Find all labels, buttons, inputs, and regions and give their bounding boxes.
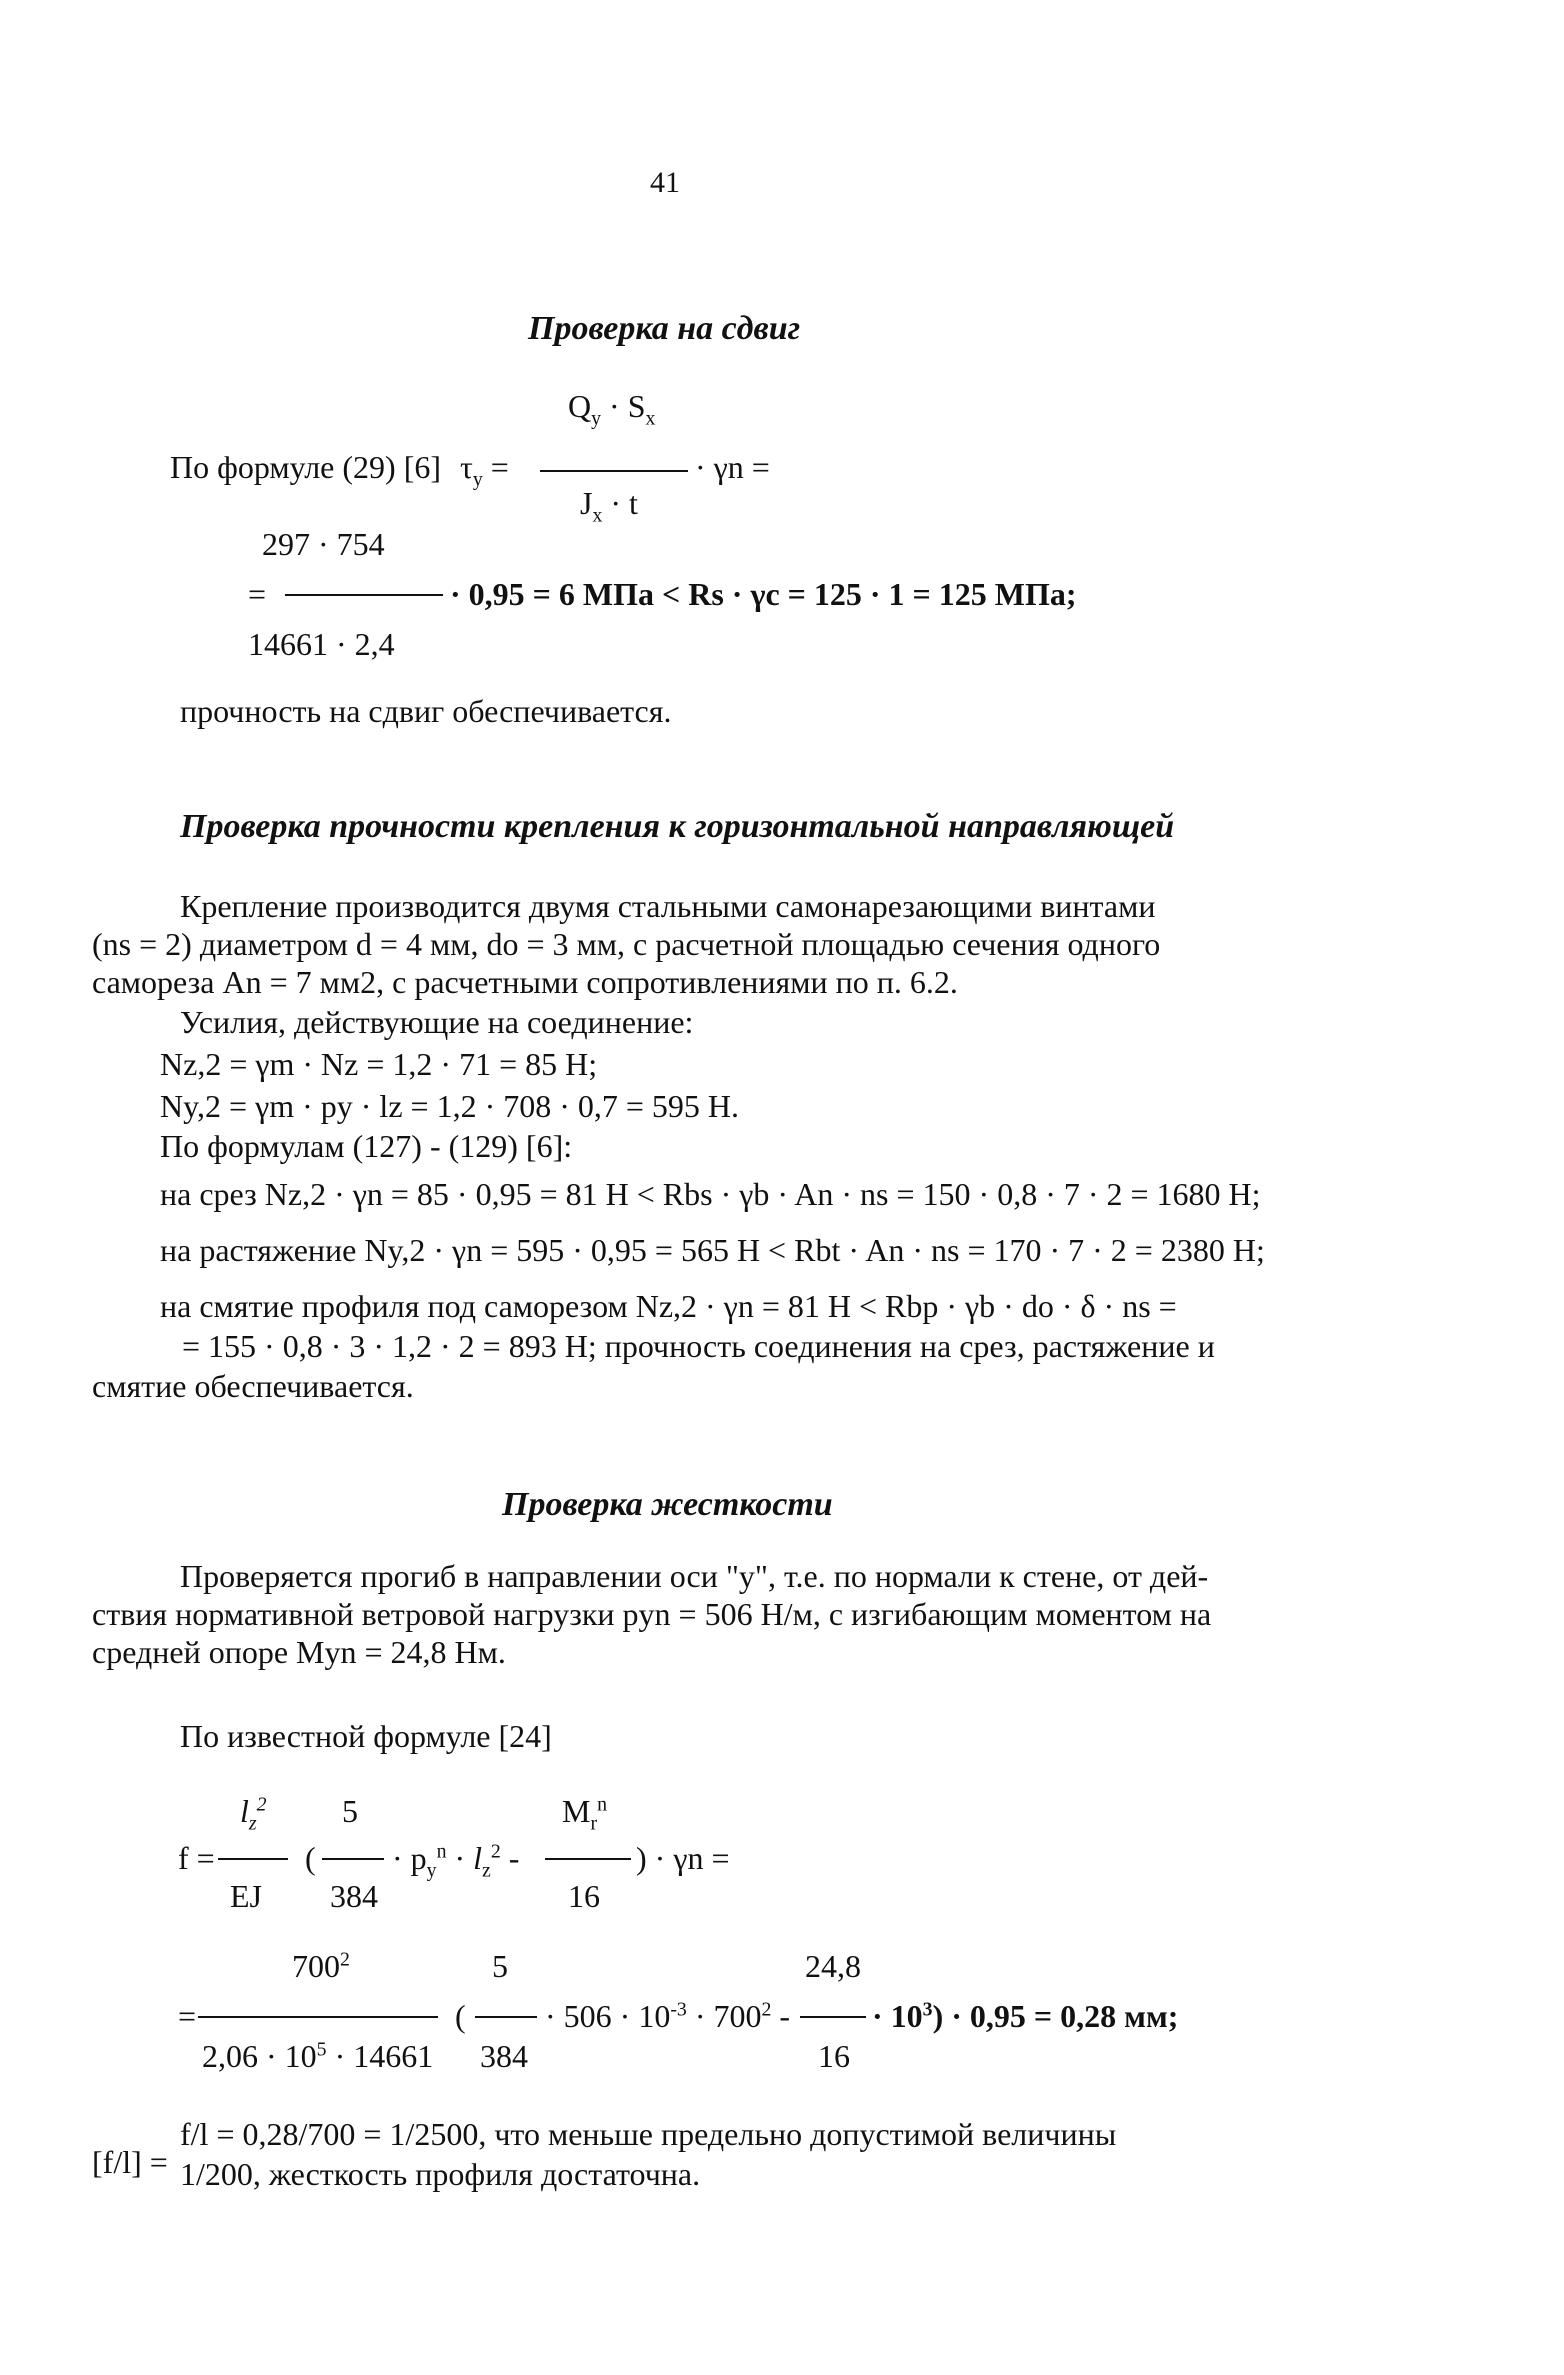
numeric-fraction-line xyxy=(198,2016,438,2018)
shear-gamma-tail: · γn = xyxy=(695,449,770,485)
m-value: 24,8 xyxy=(805,1948,861,1984)
ej: EJ xyxy=(230,1878,262,1914)
five-384-fraction-line xyxy=(322,1858,384,1860)
shear-numerator-expression: $Q_y \cdot S_x$ xyxy=(568,388,656,430)
mid-numeric: · $506 \cdot 10^{-3} \cdot 700^2$ - xyxy=(545,1998,791,2034)
stiffness-paragraph-line-2: ствия нормативной ветровой нагрузки pyn = 506 Н/м, с изгибающим моментом на xyxy=(92,1596,1212,1632)
shear-values-fraction-line xyxy=(285,594,443,596)
page-number: 41 xyxy=(650,166,680,199)
known-formula-intro: По известной формуле [24] xyxy=(180,1718,552,1754)
force-ny2: Ny,2 = γm · py · lz = 1,2 · 708 · 0,7 = 595 Н. xyxy=(160,1088,740,1124)
shear-result: · 0,95 = 6 МПа < Rs · γc = 125 · 1 = 125 МПа; xyxy=(450,576,1077,612)
ratio-line-2: 1/200, жесткость профиля достаточна. xyxy=(180,2156,701,2192)
m-value-fraction-line xyxy=(800,2016,866,2018)
three-eighty-four-b: 384 xyxy=(480,2038,528,2074)
five: 5 xyxy=(342,1793,358,1829)
forces-intro: Усилия, действующие на соединение: xyxy=(180,1004,694,1040)
check-cut: на срез Nz,2 · γn = 85 · 0,95 = 81 Н < Rbs · γb · An · ns = 150 · 0,8 · 7 · 2 = 1680 Н; xyxy=(160,1176,1261,1212)
shear-tau: $\tau_y$ = xyxy=(460,449,509,491)
shear-formula-intro: По формуле (29) [6] xyxy=(170,449,441,485)
moment-fraction-line xyxy=(545,1858,631,1860)
deflection-f-equals: f = xyxy=(178,1840,215,1876)
section-title-fastening: Проверка прочности крепления к горизонтальной направляющей xyxy=(180,808,1175,845)
lz-ej-fraction-line xyxy=(218,1858,288,1860)
shear-conclusion: прочность на сдвиг обеспечивается. xyxy=(180,693,672,729)
equals-sign: = xyxy=(178,1998,197,2034)
ratio-line-1: f/l = 0,28/700 = 1/2500, что меньше предельно допустимой величины xyxy=(180,2116,1117,2152)
stiffness-paragraph-line-1: Проверяется прогиб в направлении оси "у", т.е. по нормали к стене, от дей- xyxy=(180,1558,1209,1594)
check-crush-line-3: смятие обеспечивается. xyxy=(92,1368,414,1404)
parenthesis: ( xyxy=(305,1840,316,1876)
five-384-b-fraction-line xyxy=(475,2016,537,2018)
five-b: 5 xyxy=(492,1948,508,1984)
fastening-paragraph-line-2: (ns = 2) диаметром d = 4 мм, do = 3 мм, с расчетной площадью сечения одного xyxy=(92,926,1161,962)
shear-numerator-values: 297 · 754 xyxy=(262,526,385,562)
three-eighty-four: 384 xyxy=(330,1878,378,1914)
shear-denominator-expression: $J_x \cdot t$ xyxy=(580,485,638,527)
shear-denominator-values: 14661 · 2,4 xyxy=(248,626,395,662)
section-title-shear: Проверка на сдвиг xyxy=(528,310,801,347)
equals-sign: = xyxy=(248,576,267,612)
numeric-tail: · $10^3) \cdot 0,95 = 0,28$ мм; xyxy=(872,1998,1179,2034)
formulas-reference: По формулам (127) - (129) [6]: xyxy=(160,1128,573,1164)
den-numeric: $2,06 \cdot 10^5 \cdot 14661$ xyxy=(202,2038,434,2074)
mid-term: · $p_y^n \cdot l_z^2$ - xyxy=(392,1840,520,1882)
sixteen-b: 16 xyxy=(818,2038,850,2074)
shear-fraction-line xyxy=(540,470,688,472)
force-nz2: Nz,2 = γm · Nz = 1,2 · 71 = 85 Н; xyxy=(160,1046,598,1082)
check-crush-line-2: = 155 · 0,8 · 3 · 1,2 · 2 = 893 Н; прочность соединения на срез, растяжение и xyxy=(182,1328,1215,1364)
check-crush-line-1: на смятие профиля под саморезом Nz,2 · γn = 81 Н < Rbp · γb · do · δ · ns = xyxy=(160,1288,1177,1324)
sixteen: 16 xyxy=(568,1878,600,1914)
lz-squared: $l_z^2$ xyxy=(240,1793,267,1835)
stiffness-paragraph-line-3: средней опоре Myn = 24,8 Нм. xyxy=(92,1634,506,1670)
fastening-paragraph-line-3: самореза An = 7 мм2, с расчетными сопротивлениями по п. 6.2. xyxy=(92,964,958,1000)
moment-m-r-n: $M_r^n$ xyxy=(562,1793,607,1835)
ratio-prefix: [f/l] = xyxy=(92,2144,168,2180)
fastening-paragraph-line-1: Крепление производится двумя стальными самонарезающими винтами xyxy=(180,888,1156,924)
section-title-stiffness: Проверка жесткости xyxy=(502,1486,833,1523)
parenthesis: ( xyxy=(455,1998,466,2034)
gamma-equals: ) · γn = xyxy=(636,1840,730,1876)
num-700-squared: $700^2$ xyxy=(292,1948,350,1984)
check-tension: на растяжение Ny,2 · γn = 595 · 0,95 = 565 Н < Rbt · An · ns = 170 · 7 · 2 = 2380 Н; xyxy=(160,1232,1265,1268)
